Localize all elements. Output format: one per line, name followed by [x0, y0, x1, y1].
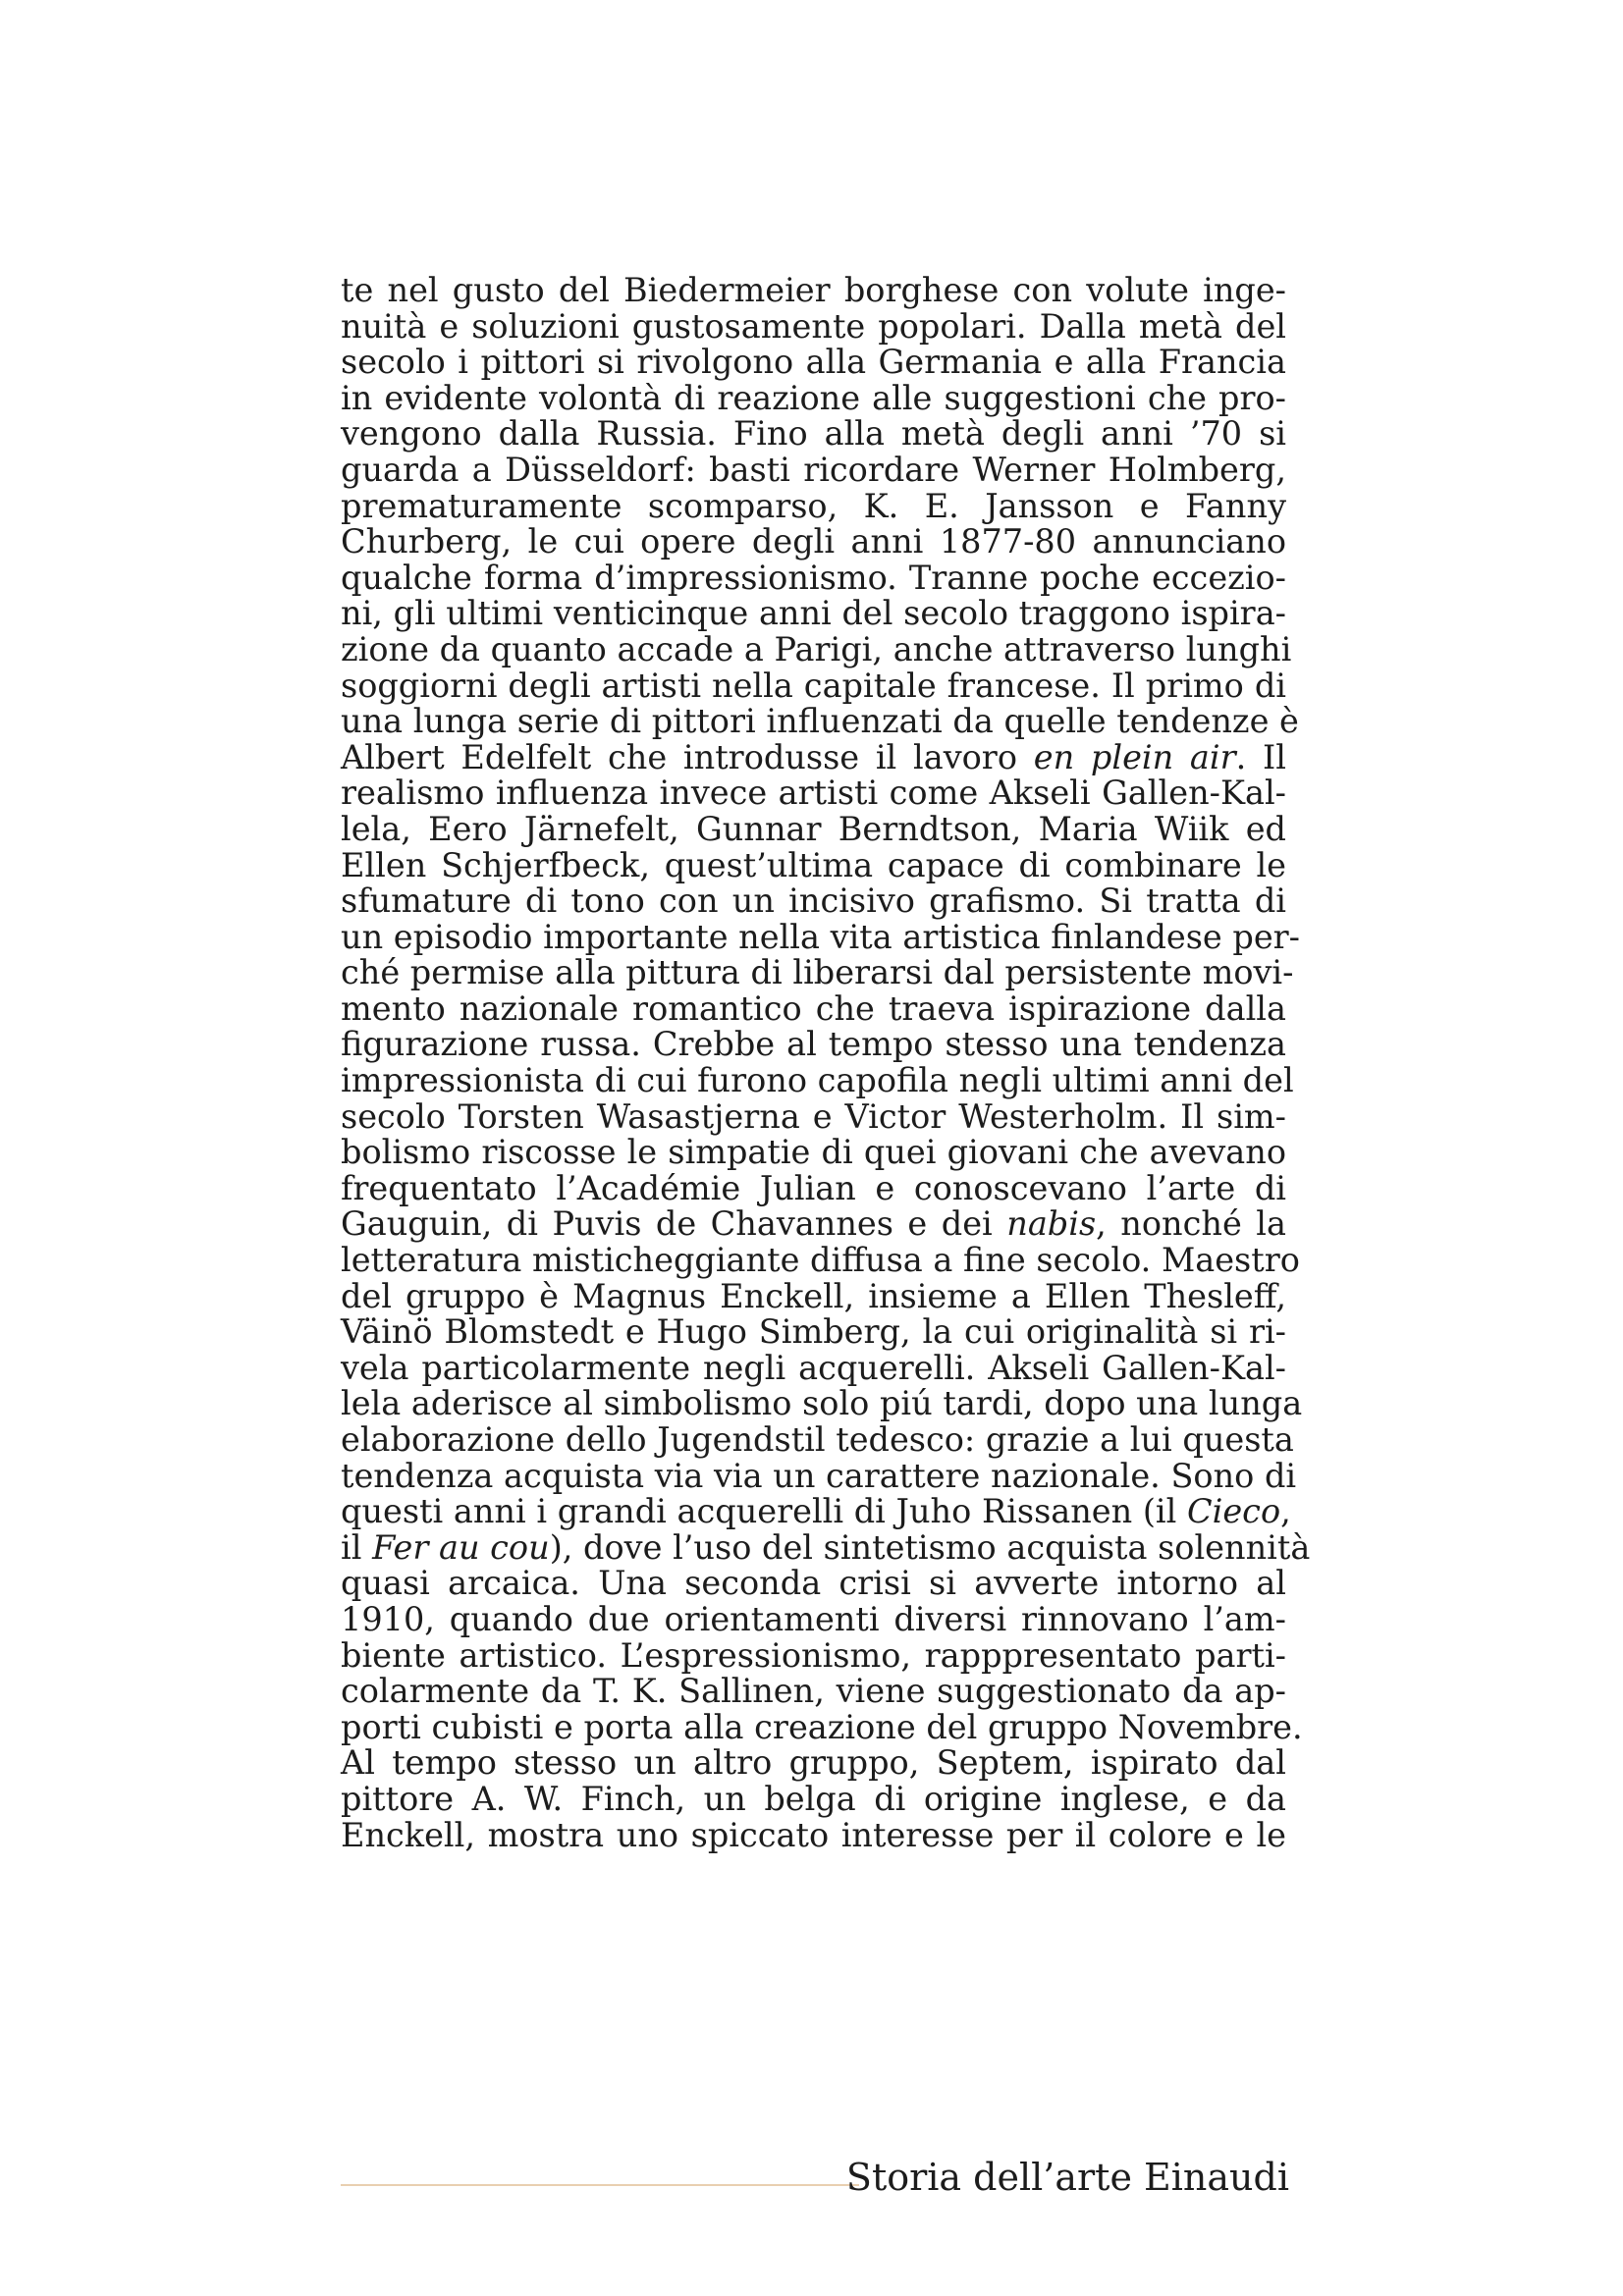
text-line — [341, 273, 1286, 309]
text-line — [341, 1348, 1286, 1387]
text-line — [341, 1815, 1286, 1854]
text-run: qualche forma d’impressionismo. Tranne poche eccezio- — [341, 558, 1286, 597]
text-run: ché permise alla pittura di liberarsi dal persistente movi- — [341, 953, 1294, 992]
text-run: prematuramente scomparso, K. E. Jansson e Fanny — [341, 486, 1286, 525]
text-line — [341, 917, 1300, 956]
text-run: Al tempo stesso un altro gruppo, Septem, ispirato dal — [341, 1743, 1286, 1783]
footer-title: Storia dell’arte Einaudi — [845, 2156, 1289, 2199]
text-run: impressionista di cui furono capofila negli ultimi anni del — [341, 1061, 1294, 1100]
text-line — [341, 629, 1292, 668]
text-line — [341, 1566, 1286, 1602]
text-run: soggiorni degli artisti nella capitale francese. Il primo di — [341, 666, 1286, 705]
text-run: tendenza acquista via via un carattere nazionale. Sono di — [341, 1456, 1297, 1495]
italic-run: nabis — [1006, 1204, 1097, 1244]
text-run: Churberg, le cui opere degli anni 1877-80 annunciano — [341, 522, 1286, 561]
text-run: te nel gusto del Biedermeier borghese con volute inge- — [341, 271, 1286, 309]
text-run: elaborazione dello Jugendstil tedesco: grazie a lui questa — [341, 1420, 1294, 1459]
text-run: sfumature di tono con un incisivo grafismo. Si tratta di — [341, 881, 1286, 921]
text-line — [341, 883, 1286, 920]
text-run: letteratura misticheggiante diffusa a fine secolo. Maestro — [341, 1241, 1300, 1280]
text-run: figurazione russa. Crebbe al tempo stesso una tendenza — [341, 1025, 1286, 1064]
text-line — [341, 486, 1286, 525]
text-run: guarda a Düsseldorf: basti ricordare Werner Holmberg, — [341, 450, 1286, 489]
text-run: bolismo riscosse le simpatie di quei giovani che avevano — [341, 1133, 1286, 1172]
text-run: secolo i pittori si rivolgono alla Germania e alla Francia — [341, 343, 1286, 382]
text-run: mento nazionale romantico che traeva ispirazione dalla — [341, 988, 1286, 1028]
text-line — [341, 1061, 1294, 1100]
text-line — [341, 1096, 1286, 1136]
italic-run: Fer au cou — [372, 1527, 550, 1567]
text-run: 1910, quando due orientamenti diversi rinnovano l’am- — [341, 1599, 1286, 1638]
text-line — [341, 1599, 1286, 1638]
text-line — [341, 524, 1286, 561]
text-line — [341, 1674, 1286, 1710]
text-line — [341, 1135, 1286, 1171]
italic-run: en plein air — [1033, 737, 1236, 776]
text-line — [341, 1527, 1311, 1567]
text-line — [341, 450, 1286, 489]
text-run: , nonché la — [1096, 1204, 1286, 1244]
text-line — [341, 1492, 1291, 1531]
text-run: frequentato l’Académie Julian e conoscevano l’arte di — [341, 1168, 1286, 1207]
text-line — [341, 1420, 1294, 1459]
text-run: pittore A. W. Finch, un belga di origine inglese, e da — [341, 1779, 1286, 1818]
text-line — [341, 1707, 1303, 1746]
text-run: ni, gli ultimi venticinque anni del secolo traggono ispira- — [341, 594, 1286, 633]
text-run: nuità e soluzioni gustosamente popolari. Dalla metà del — [341, 306, 1286, 346]
text-line — [341, 809, 1286, 848]
body-text — [341, 271, 1311, 1854]
text-line — [341, 1745, 1286, 1782]
text-line — [341, 737, 1286, 776]
text-line — [341, 668, 1286, 705]
text-line — [341, 306, 1286, 346]
text-line — [341, 345, 1286, 381]
text-run: quasi arcaica. Una seconda crisi si avverte intorno al — [341, 1564, 1286, 1603]
text-line — [341, 378, 1286, 417]
text-line — [341, 1168, 1286, 1207]
text-line — [341, 953, 1294, 992]
text-line — [341, 988, 1286, 1028]
text-run: ), dove l’uso del sintetismo acquista solennità — [549, 1527, 1311, 1567]
text-run: vela particolarmente negli acquerelli. Akseli Gallen-Kal- — [341, 1348, 1286, 1387]
text-line — [341, 596, 1286, 632]
text-run: zione da quanto accade a Parigi, anche attraverso lunghi — [341, 629, 1292, 668]
text-line — [341, 1635, 1286, 1675]
text-run: in evidente volontà di reazione alle suggestioni che pro- — [341, 378, 1286, 417]
text-run: del gruppo è Magnus Enckell, insieme a Ellen Thesleff, — [341, 1276, 1286, 1315]
text-line — [341, 1314, 1286, 1351]
text-line — [341, 1276, 1286, 1315]
text-run: biente artistico. L’espressionismo, rapppresentato parti- — [341, 1635, 1286, 1675]
text-run: , — [1280, 1492, 1291, 1531]
footer-rule — [341, 2184, 859, 2186]
text-line — [341, 702, 1299, 741]
text-line — [341, 416, 1286, 453]
text-run: colarmente da T. K. Sallinen, viene suggestionato da ap- — [341, 1672, 1286, 1711]
text-run: porti cubisti e porta alla creazione del gruppo Novembre. — [341, 1707, 1303, 1746]
italic-run: Cieco — [1187, 1492, 1281, 1531]
text-line — [341, 1456, 1297, 1495]
text-line — [341, 1384, 1303, 1423]
text-line — [341, 1241, 1300, 1280]
text-run: Gauguin, di Puvis de Chavannes e dei — [341, 1204, 1007, 1244]
text-run: lela, Eero Järnefelt, Gunnar Berndtson, Maria Wiik ed — [341, 809, 1286, 848]
text-run: Enckell, mostra uno spiccato interesse per il colore e le — [341, 1815, 1286, 1854]
text-run: Ellen Schjerfbeck, quest’ultima capace di combinare le — [341, 845, 1286, 884]
text-line — [341, 775, 1286, 812]
text-run: secolo Torsten Wasastjerna e Victor Westerholm. Il sim- — [341, 1096, 1286, 1136]
text-run: lela aderisce al simbolismo solo piú tardi, dopo una lunga — [341, 1384, 1303, 1423]
text-run: un episodio importante nella vita artistica finlandese per- — [341, 917, 1300, 956]
text-run: Väinö Blomstedt e Hugo Simberg, la cui originalità si ri- — [341, 1312, 1286, 1352]
text-line — [341, 1206, 1286, 1243]
text-line — [341, 558, 1286, 597]
text-run: una lunga serie di pittori influenzati da quelle tendenze è — [341, 702, 1299, 741]
text-run: Albert Edelfelt che introdusse il lavoro — [341, 737, 1034, 776]
text-line — [341, 845, 1286, 884]
text-line — [341, 1779, 1286, 1818]
text-run: questi anni i grandi acquerelli di Juho Rissanen (il — [341, 1492, 1188, 1531]
text-line — [341, 1027, 1286, 1063]
text-run: vengono dalla Russia. Fino alla metà degli anni ’70 si — [341, 414, 1286, 454]
text-run: il — [341, 1527, 373, 1567]
text-run: realismo influenza invece artisti come Akseli Gallen-Kal- — [341, 774, 1286, 813]
text-run: . Il — [1235, 737, 1286, 776]
